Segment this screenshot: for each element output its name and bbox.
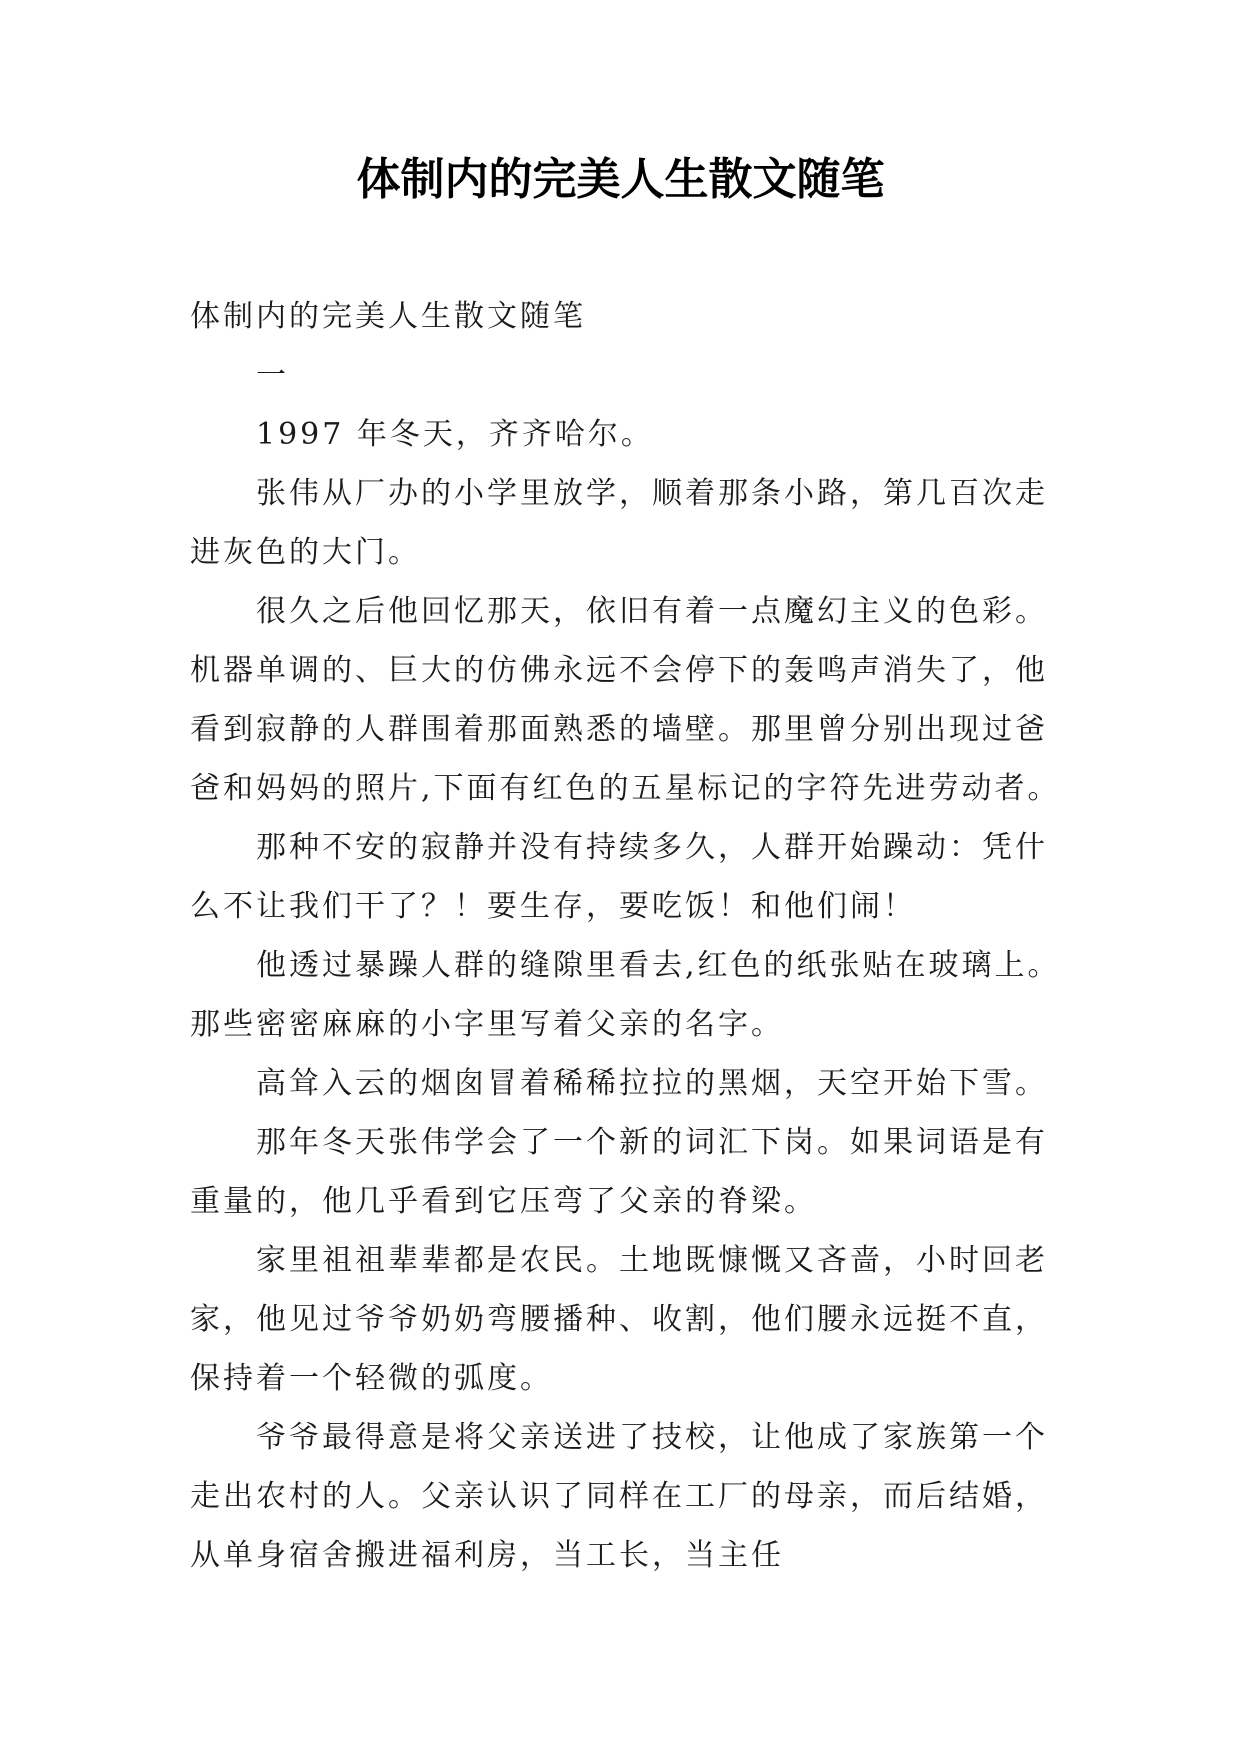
paragraph-section-number: 一 [256, 358, 289, 393]
document-title: 体制内的完美人生散文随笔 [356, 154, 885, 205]
paragraph: 爷爷最得意是将父亲送进了技校，让他成了家族第一个走出农村的人。父亲认识了同样在工厂的母亲，而后结婚，从单身宿舍搬进福利房，当工长，当主任 [190, 1420, 1048, 1573]
paragraph: 1997 年冬天，齐齐哈尔。 [256, 417, 654, 452]
paragraph-subtitle: 体制内的完美人生散文随笔 [190, 299, 586, 334]
document-body [190, 287, 1078, 1585]
paragraph: 家里祖祖辈辈都是农民。土地既慷慨又吝啬，小时回老家，他见过爷爷奶奶弯腰播种、收割，他们腰永远挺不直，保持着一个轻微的弧度。 [190, 1243, 1048, 1396]
paragraph: 那种不安的寂静并没有持续多久，人群开始躁动：凭什么不让我们干了？！要生存，要吃饭！和他们闹！ [190, 830, 1048, 924]
paragraph: 张伟从厂办的小学里放学，顺着那条小路，第几百次走进灰色的大门。 [190, 476, 1048, 570]
paragraph: 那年冬天张伟学会了一个新的词汇下岗。如果词语是有重量的，他几乎看到它压弯了父亲的脊梁。 [190, 1125, 1048, 1219]
paragraph: 高耸入云的烟囱冒着稀稀拉拉的黑烟，天空开始下雪。 [256, 1066, 1048, 1101]
paragraph: 他透过暴躁人群的缝隙里看去,红色的纸张贴在玻璃上。那些密密麻麻的小字里写着父亲的名字。 [190, 948, 1061, 1042]
paragraph: 很久之后他回忆那天，依旧有着一点魔幻主义的色彩。机器单调的、巨大的仿佛永远不会停下的轰鸣声消失了，他看到寂静的人群围着那面熟悉的墙壁。那里曾分别出现过爸爸和妈妈的照片,下面有红色的五星标记的字符先进劳动者。 [190, 594, 1061, 806]
